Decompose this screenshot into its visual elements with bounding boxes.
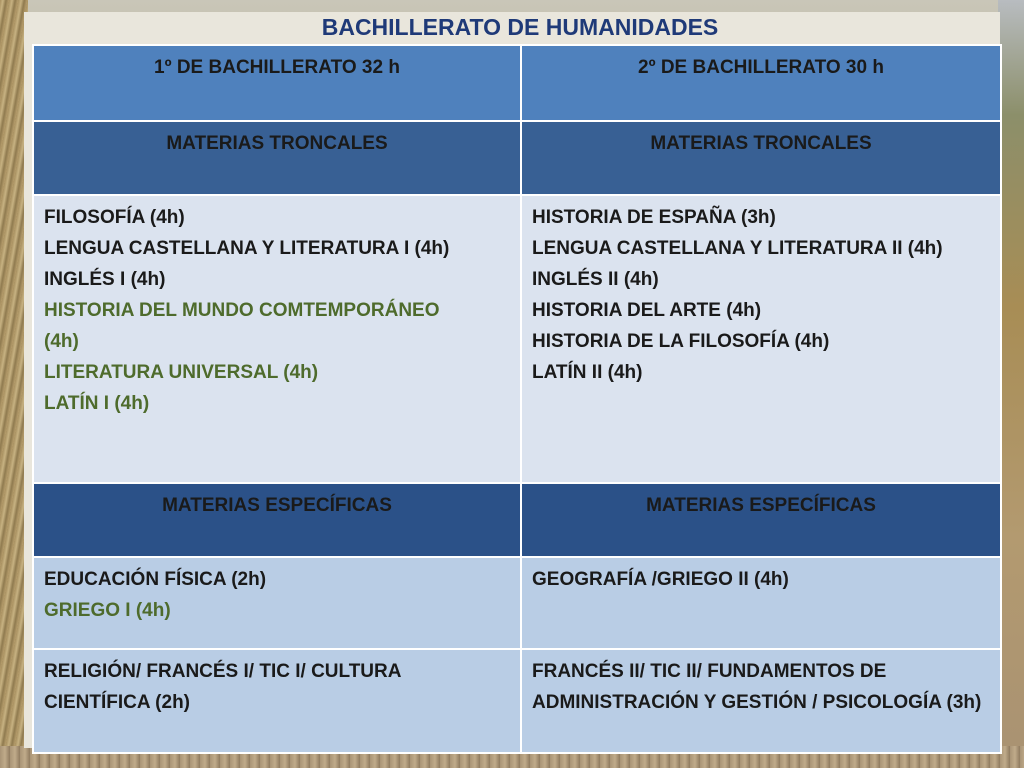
subject-item: LENGUA CASTELLANA Y LITERATURA I (4h) [44, 238, 450, 259]
troncales-list-2 [521, 195, 1001, 483]
subject-item: HISTORIA DEL MUNDO COMTEMPORÁNEO [44, 300, 440, 321]
subject-item: HISTORIA DE ESPAÑA (3h) [532, 207, 776, 228]
especificas-list-2 [521, 557, 1001, 649]
subject-item: LATÍN I (4h) [44, 393, 150, 414]
optativas-cell-1: RELIGIÓN/ FRANCÉS I/ TIC I/ CULTURA CIENTÍFICA (2h) [33, 649, 521, 753]
subject-item: FILOSOFÍA (4h) [44, 207, 185, 228]
troncales-list-row [33, 195, 1001, 483]
subject-item: EDUCACIÓN FÍSICA (2h) [44, 569, 267, 590]
subject-item: INGLÉS II (4h) [532, 269, 659, 290]
section-row-troncales [33, 121, 1001, 195]
especificas-list-row [33, 557, 1001, 649]
slide-title: BACHILLERATO DE HUMANIDADES [321, 14, 719, 40]
section-header-troncales-1: MATERIAS TRONCALES [33, 121, 521, 195]
subject-item: HISTORIA DE LA FILOSOFÍA (4h) [532, 331, 830, 352]
curriculum-table [32, 44, 1002, 754]
subject-item: (4h) [44, 331, 79, 352]
especificas-list-1 [33, 557, 521, 649]
subject-item: LATÍN II (4h) [532, 362, 643, 383]
optativas-cell-2: FRANCÉS II/ TIC II/ FUNDAMENTOS DE ADMINISTRACIÓN Y GESTIÓN / PSICOLOGÍA (3h) [521, 649, 1001, 753]
section-header-troncales-2: MATERIAS TRONCALES [521, 121, 1001, 195]
column-header-1: 1º DE BACHILLERATO 32 h [33, 45, 521, 121]
subject-item: HISTORIA DEL ARTE (4h) [532, 300, 762, 321]
section-header-especificas-1: MATERIAS ESPECÍFICAS [33, 483, 521, 557]
section-row-especificas [33, 483, 1001, 557]
subject-item: LENGUA CASTELLANA Y LITERATURA II (4h) [532, 238, 943, 259]
subject-item: LITERATURA UNIVERSAL (4h) [44, 362, 319, 383]
subject-item: GEOGRAFÍA /GRIEGO II (4h) [532, 569, 789, 590]
troncales-list-1 [33, 195, 521, 483]
subject-item: GRIEGO I (4h) [44, 600, 171, 621]
subject-item: INGLÉS I (4h) [44, 269, 166, 290]
table-header-row [33, 45, 1001, 121]
optativas-row [33, 649, 1001, 753]
section-header-especificas-2: MATERIAS ESPECÍFICAS [521, 483, 1001, 557]
column-header-2: 2º DE BACHILLERATO 30 h [521, 45, 1001, 121]
